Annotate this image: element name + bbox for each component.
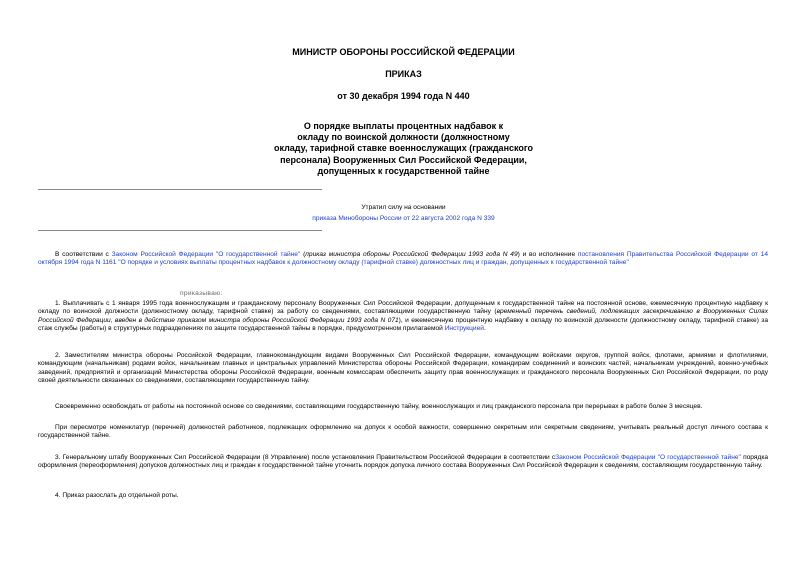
italic-note: приказ министра обороны Российской Федерации 1993 года N 49	[305, 251, 518, 258]
lost-force-basis	[0, 213, 807, 224]
doc-type-heading: ПРИКАЗ	[385, 69, 422, 79]
divider-bottom	[38, 230, 322, 231]
item-3-paragraph	[38, 454, 768, 471]
title-line: окладу по воинской должности (должностному	[297, 132, 510, 143]
text: ) и во исполнение	[517, 251, 578, 258]
law-link-2[interactable]: Законом Российской Федерации "О государственной тайне"	[555, 454, 741, 461]
title-line: допущенных к государственной тайне	[317, 165, 490, 176]
ministry-heading: МИНИСТР ОБОРОНЫ РОССИЙСКОЙ ФЕДЕРАЦИИ	[292, 47, 515, 57]
title-line: О порядке выплаты процентных надбавок к	[303, 121, 504, 131]
doc-date-number: от 30 декабря 1994 года N 440	[337, 91, 470, 101]
law-link[interactable]: Законом Российской Федерации "О государственной тайне"	[111, 251, 301, 258]
text: В соответствии с	[55, 251, 112, 258]
nomenclature-paragraph	[38, 424, 768, 441]
text: 4. Приказ разослать до отдельной роты.	[55, 492, 179, 499]
text: порядка оформления (переоформления) допусков должностных лиц и граждан к государственной тайне уточнить порядок допуска личного состава Вооруженных Сил Российской Федерации к сведениям, составляющим государственную тайну.	[38, 454, 769, 470]
instruction-link[interactable]: Инструкцией	[444, 325, 484, 333]
lost-force-note: Утратил силу на основании	[361, 204, 446, 211]
text: Своевременно освобождать от работы на постоянной основе со сведениями, составляющими государственную тайну, военнослужащих и лиц гражданского персонала при перерывах в работе более 3 месяцев.	[55, 403, 703, 410]
text: .	[483, 325, 486, 333]
document-title	[0, 121, 807, 177]
text: 3. Генеральному штабу Вооруженных Сил Российской Федерации (8 Управление) после установления Правительством Российской Федерации в соответствии с	[55, 454, 556, 461]
italic-note: временный перечень сведений, подлежащих засекречиванию в Вооруженных Силах Российской Федерации, введен в действие приказом министра обороны Российской Федерации 1993 года N 071	[38, 308, 768, 324]
divider-top	[38, 189, 322, 190]
order-word: приказываю:	[180, 290, 223, 297]
text: При пересмотре номенклатур (перечней) должностей работников, подлежащих оформлению на допуск к особой важности, совершенно секретным или секретным сведениям, учитывать реальный доступ личного состава к государственной тайне.	[38, 424, 768, 440]
item-2-paragraph	[38, 352, 768, 386]
item-1-paragraph	[38, 300, 768, 334]
item-4-paragraph	[38, 492, 768, 500]
release-paragraph	[38, 403, 768, 411]
title-line: окладу, тарифной ставке военнослужащих (гражданского	[273, 143, 534, 154]
preamble-paragraph	[38, 251, 768, 268]
text: 1. Выплачивать с 1 января 1995 года военнослужащим и гражданскому персоналу Вооруженных Сил Российской Федерации, допущенным к государственной тайне на постоянной основе, ежемесячную процентную надбавку к окладу по воинской должности (должностному окладу, тарифной ставке) за работу со сведениями, составляющими государственную тайну (	[38, 300, 768, 316]
title-line: персонала) Вооруженных Сил Российской Федерации,	[280, 154, 527, 165]
basis-order-link[interactable]: приказа Минобороны России от 22 августа 2002 года N 339	[312, 215, 495, 222]
text: ), и ежемесячную процентную надбавку к окладу по воинской должности (должностному окладу, тарифной ставке) за стаж службы (работы) в структурных подразделениях по защите государственной тайны в порядке, предусмотренном прилагаемой	[38, 316, 768, 333]
resolution-link[interactable]: постановления Правительства Российской Федерации от 14 октября 1994 года N 1161 "О порядке и условиях выплаты процентных надбавок к должностному окладу (тарифной ставке) должностных лиц и граждан, допущенных к государственной тайне"	[38, 251, 768, 267]
text: 2. Заместителям министра обороны Российской Федерации, главнокомандующим видами Вооруженных Сил Российской Федерации, командующим войсками округов, группой войск, флотами, армиями и флотилиями, командующим (начальникам) родами войск, начальникам главных и центральных управлений Министерства обороны Российской Федерации, командирам соединений и воинских частей, начальникам учреждений, военно-учебных заведений, предприятий и организаций Министерства обороны Российской Федерации, военным комиссарам обеспечить защиту прав военнослужащих и гражданского персонала Вооруженных Сил Российской Федерации, по роду своей деятельности связанных со сведениями, составляющими государственную тайну.	[38, 352, 768, 385]
text: (	[300, 251, 306, 258]
